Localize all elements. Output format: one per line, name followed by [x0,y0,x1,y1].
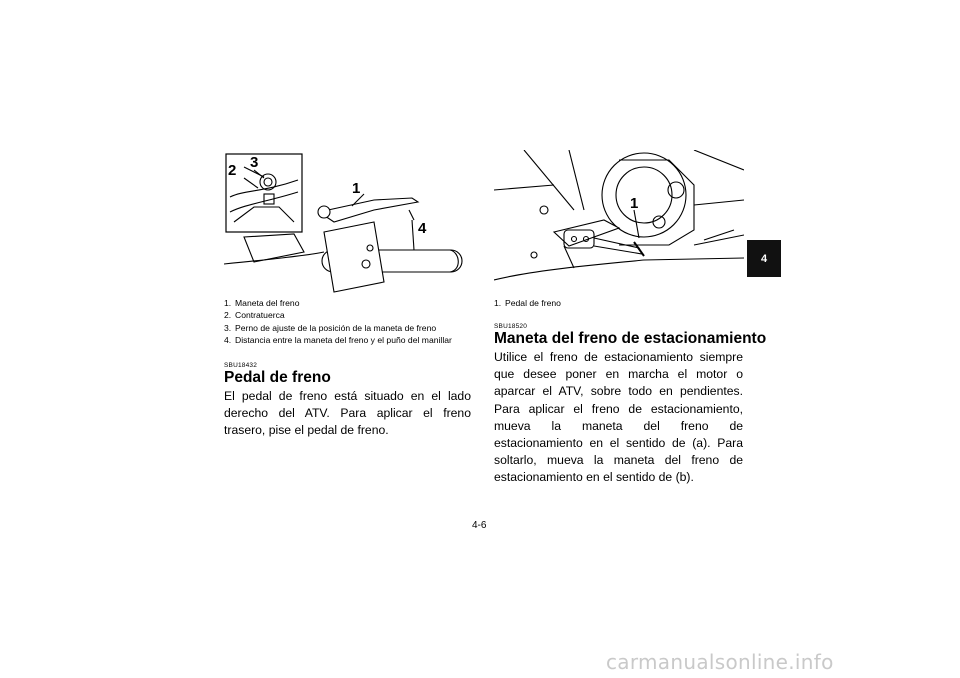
caption-item: 2. Contratuerca [224,310,285,321]
section-body: El pedal de freno está situado en el lado derecho del ATV. Para aplicar el freno trasero, pise el pedal de freno. [224,389,471,438]
callout-1-brake-lever: 1 [352,180,361,197]
brake-lever-illustration [224,152,474,297]
section-code: SBU18432 [224,362,258,369]
left-figure-captions [224,297,474,347]
right-figure-captions [494,297,744,309]
section-heading: Maneta del freno de estacionamiento [494,330,767,347]
section-heading: Pedal de freno [224,369,331,386]
callout-4-distance: 4 [418,220,427,237]
caption-item: 1. Pedal de freno [494,298,561,308]
page-number: 4-6 [472,520,487,531]
callout-2-locknut: 2 [228,162,237,179]
section-body: Utilice el freno de estacionamiento siempre que desee poner en marcha el motor o aparcar el ATV, sobre todo en pendientes. Para aplicar el freno de estacionamiento, mueva la maneta del freno de estacionamiento en el sentido de (a). Para soltarlo, mueva la maneta del freno de estacionamiento en el sentido de (b). [494,350,743,485]
chapter-tab: 4 [747,240,781,277]
section-code: SBU18520 [494,323,528,330]
callout-1-brake-pedal: 1 [630,195,639,212]
brake-pedal-illustration [494,150,744,298]
watermark: carmanualsonline.info [606,650,834,674]
callout-3-adjusting-bolt: 3 [250,154,259,171]
caption-item: 3. Perno de ajuste de la posición de la maneta de freno [224,322,437,333]
caption-item: 1. Maneta del freno [224,298,300,308]
caption-item: 4. Distancia entre la maneta del freno y el puño del manillar [224,335,452,346]
